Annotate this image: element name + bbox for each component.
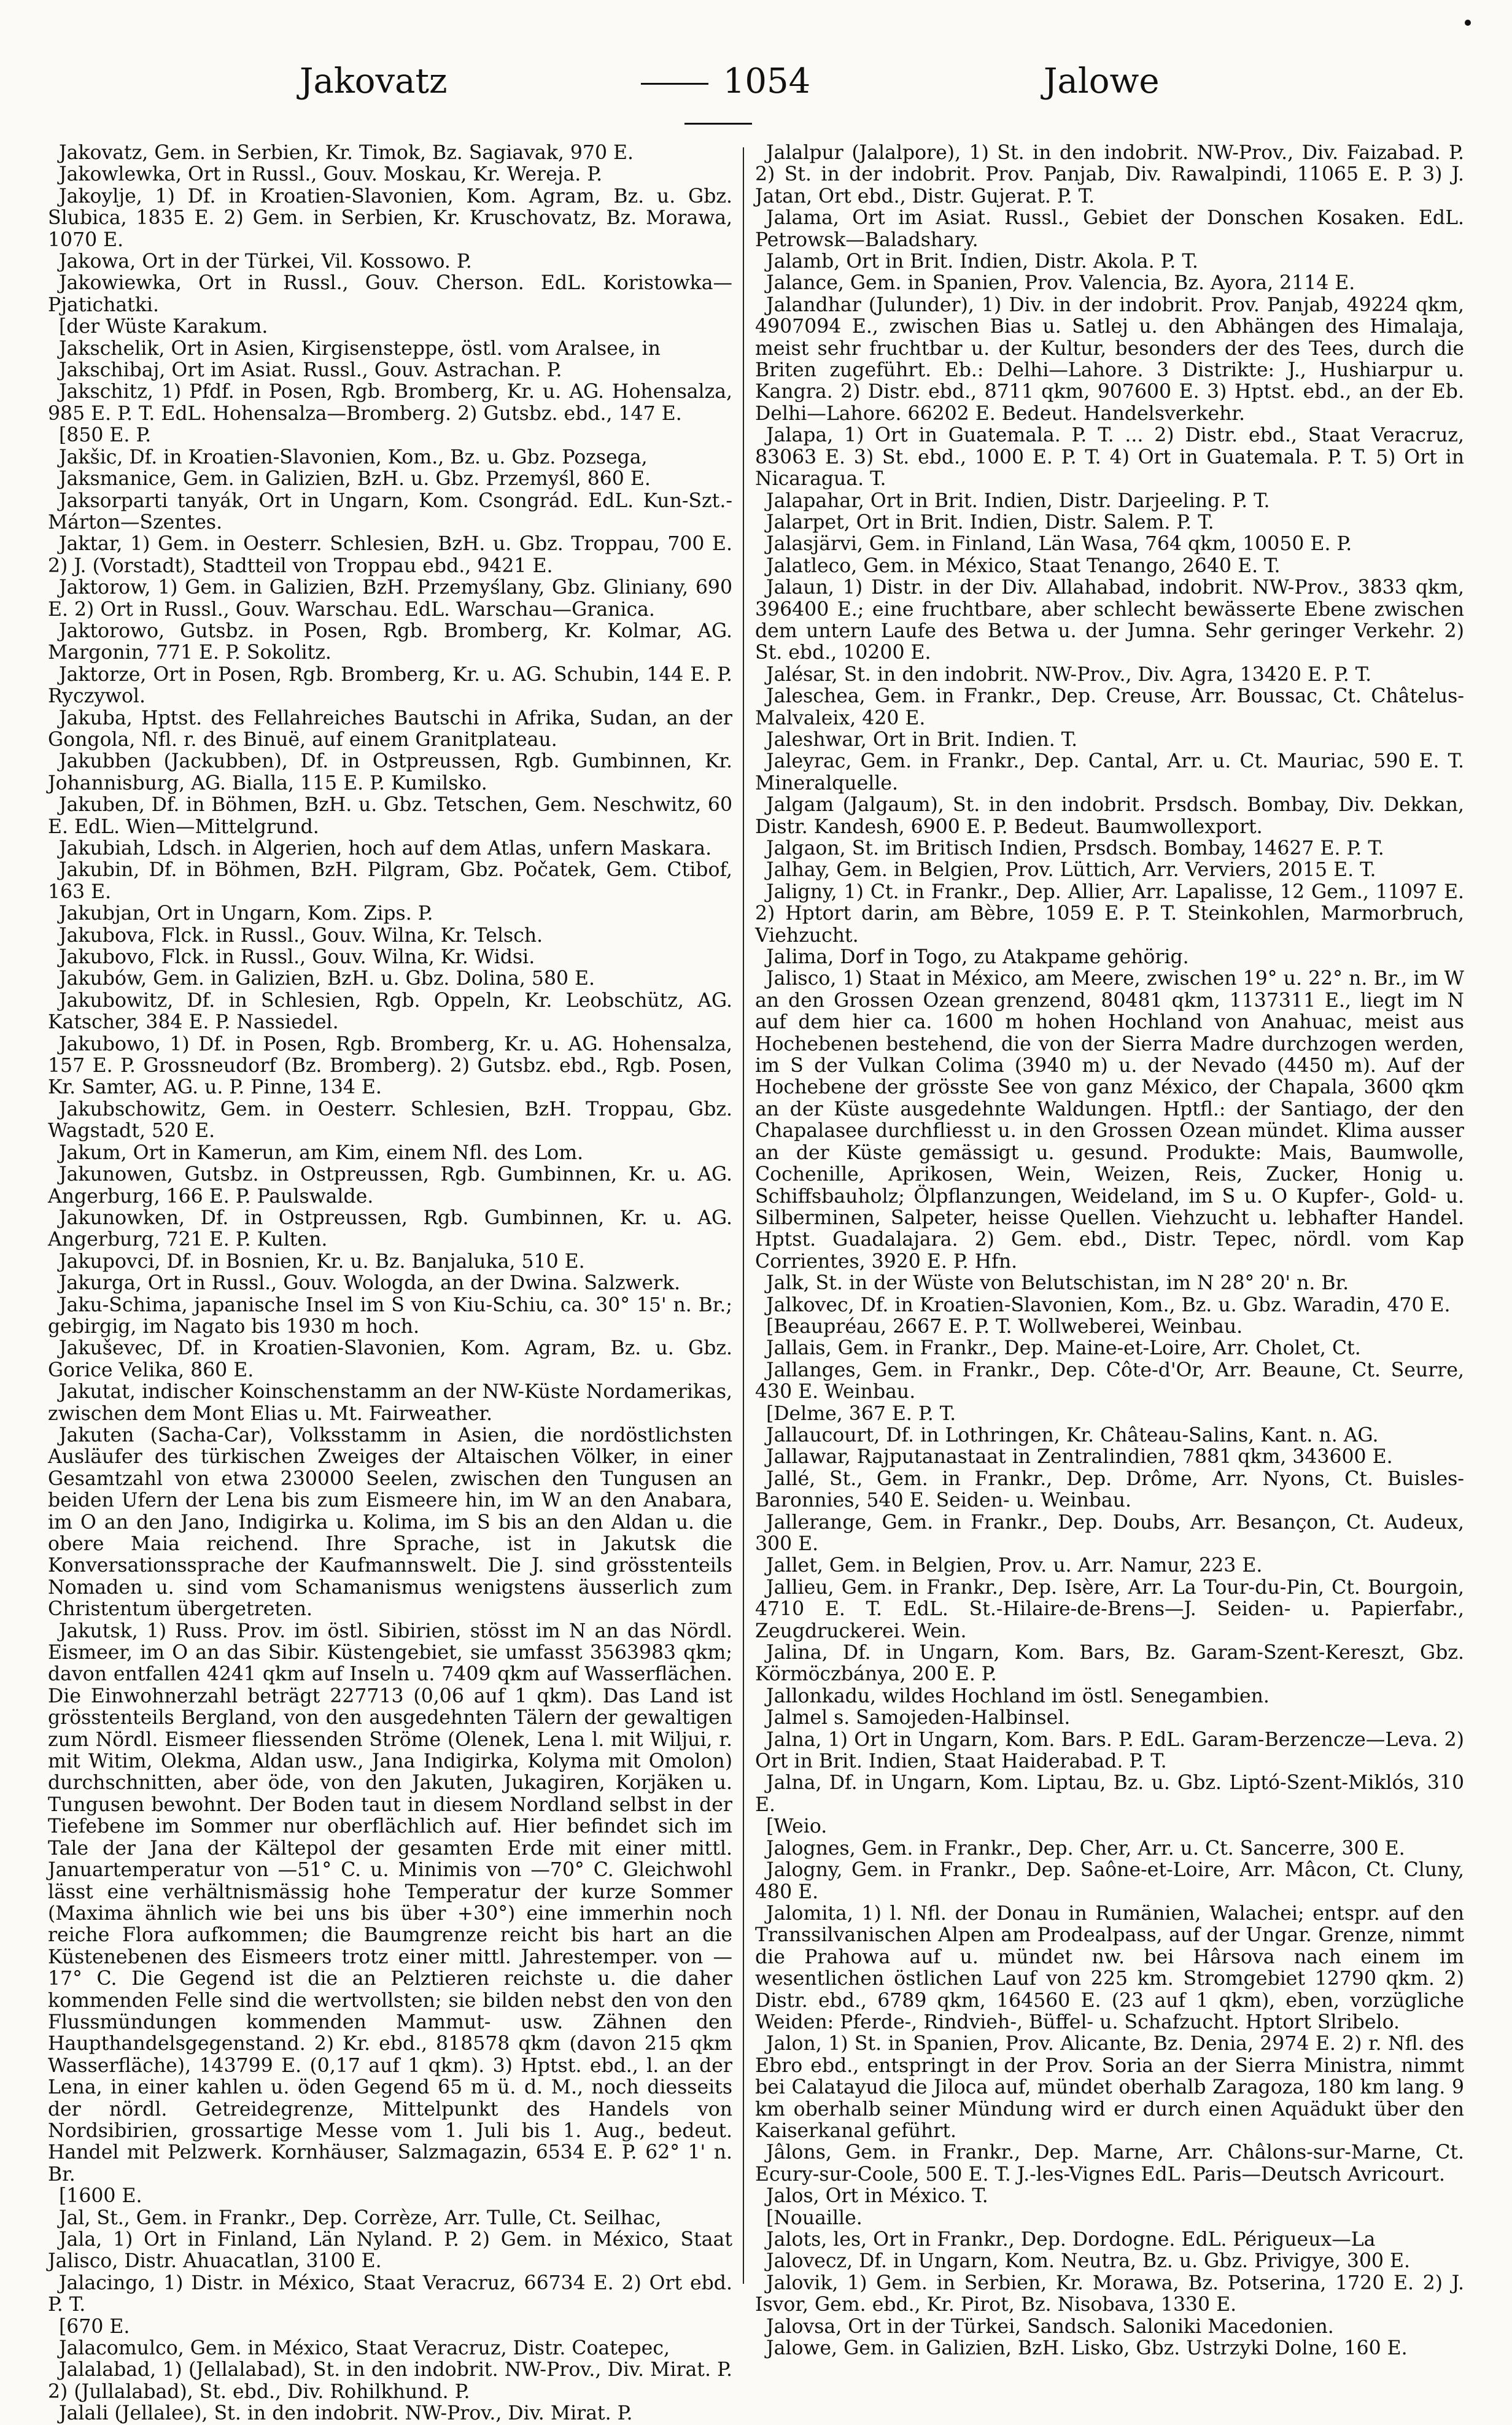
dictionary-entry: Jala, 1) Ort in Finland, Län Nyland. P. 2) Gem. in México, Staat Jalisco, Distr. Ahuacatlan, 3100 E. <box>48 2229 732 2273</box>
dictionary-entry: Jakubova, Flck. in Russl., Gouv. Wilna, Kr. Telsch. <box>59 924 543 947</box>
dictionary-entry: Jallais, Gem. in Frankr., Dep. Maine-et-Loire, Arr. Cholet, Ct. <box>766 1337 1361 1360</box>
dictionary-entry: Jakuten (Sacha-Car), Volksstamm in Asien, die nordöstlichsten Ausläufer des türkischen Zweiges der Altaischen Völker, in einer Gesamtzahl von etwa 230000 Seelen, zwischen den Tungusen an beiden Ufern der Lena bis zum Eismeere hin, im W an den Anabara, im O an den Jano, Indigirka u. Kolima, im S bis an den Aldan u. die obere Maia reichend. Ihre Sprache, ist in Jakutsk die Konversationssprache der Kaufmannswelt. Die J. sind grösstenteils Nomaden u. sind vom Schamanismus wenigstens äusserlich zum Christentum übergetreten. <box>48 1424 732 1621</box>
left-column <box>48 142 732 2425</box>
column-divider <box>743 147 744 2284</box>
dictionary-entry: [670 E. <box>59 2315 130 2338</box>
dictionary-entry: Jalna, 1) Ort in Ungarn, Kom. Bars. P. EdL. Garam-Berzencze—Leva. 2) Ort in Brit. Indien, Staat Haiderabad. P. T. <box>755 1728 1464 1773</box>
dictionary-entry: Jalovecz, Df. in Ungarn, Kom. Neutra, Bz. u. Gbz. Privigye, 300 E. <box>766 2250 1411 2273</box>
dictionary-entry: Jalkovec, Df. in Kroatien-Slavonien, Kom., Bz. u. Gbz. Waradin, 470 E. <box>766 1294 1451 1316</box>
dictionary-entry: Jalomita, 1) l. Nfl. der Donau in Rumänien, Walachei; entspr. auf den Transsilvanischen Alpen am Prodealpass, auf der Ungar. Grenze, nimmt die Prahowa auf u. mündet nw. bei Hârsova nach einem im wesentlichen östlichen Lauf von 225 km. Stromgebiet 12790 qkm. 2) Distr. ebd., 6789 qkm, 164560 E. (23 auf 1 qkm), eben, vorzügliche Weiden: Pferde-, Rindvieh-, Büffel- u. Schafzucht. Hptort Slribelo. <box>755 1902 1464 2033</box>
dictionary-entry: Jalon, 1) St. in Spanien, Prov. Alicante, Bz. Denia, 2974 E. 2) r. Nfl. des Ebro ebd., entspringt in der Prov. Soria an der Sierra Ministra, nimmt bei Calatayud die Jiloca auf, mündet oberhalb Zaragoza, 180 km lang. 9 km oberhalb seiner Mündung wird er durch einen Aquädukt über den Kaiserkanal geführt. <box>755 2033 1464 2142</box>
header-first-entry: Jakovatz <box>300 61 448 101</box>
dictionary-entry: Jalaun, 1) Distr. in der Div. Allahabad, indobrit. NW-Prov., 3833 qkm, 396400 E.; eine fruchtbare, aber schlecht bewässerte Ebene zwischen dem untern Laufe des Betwa u. der Jumna. Sehr geringer Verkehr. 2) St. ebd., 10200 E. <box>755 576 1464 664</box>
dictionary-entry: Jalarpet, Ort in Brit. Indien, Distr. Salem. P. T. <box>766 511 1214 534</box>
dictionary-entry: Jalacomulco, Gem. in México, Staat Veracruz, Distr. Coatepec, <box>59 2337 670 2360</box>
dictionary-entry: Jalama, Ort im Asiat. Russl., Gebiet der Donschen Kosaken. EdL. Petrowsk—Baladshary. <box>755 207 1464 251</box>
dictionary-entry: Jâlons, Gem. in Frankr., Dep. Marne, Arr. Châlons-sur-Marne, Ct. Ecury-sur-Coole, 500 E. T. J.-les-Vignes EdL. Paris—Deutsch Avricourt. <box>755 2141 1464 2186</box>
dictionary-entry: Jallanges, Gem. in Frankr., Dep. Côte-d'Or, Arr. Beaune, Ct. Seurre, 430 E. Weinbau. <box>755 1359 1464 1403</box>
dictionary-entry: [Nouaille. <box>766 2206 863 2229</box>
dictionary-entry: Jakubowo, 1) Df. in Posen, Rgb. Bromberg, Kr. u. AG. Hohensalza, 157 E. P. Grossneudorf (Bz. Bromberg). 2) Gutsbz. ebd., Rgb. Posen, Kr. Samter, AG. u. P. Pinne, 134 E. <box>48 1033 732 1099</box>
dictionary-entry: Jakowiewka, Ort in Russl., Gouv. Cherson. EdL. Koristowka—Pjatichatki. <box>48 272 732 316</box>
dictionary-entry: Jakubów, Gem. in Galizien, BzH. u. Gbz. Dolina, 580 E. <box>59 968 595 990</box>
dictionary-entry: Jalhay, Gem. in Belgien, Prov. Lüttich, Arr. Verviers, 2015 E. T. <box>766 859 1376 882</box>
dictionary-entry: Jalalabad, 1) (Jellalabad), St. in den indobrit. NW-Prov., Div. Mirat. P. 2) (Jullalabad), St. ebd., Div. Rohilkhund. P. <box>48 2359 732 2403</box>
dictionary-entry: Jakupovci, Df. in Bosnien, Kr. u. Bz. Banjaluka, 510 E. <box>59 1250 585 1273</box>
dictionary-entry: Jal, St., Gem. in Frankr., Dep. Corrèze, Arr. Tulle, Ct. Seilhac, <box>59 2206 662 2229</box>
dictionary-entry: Jalk, St. in der Wüste von Belutschistan, im N 28° 20' n. Br. <box>766 1272 1349 1295</box>
dictionary-entry: Jallet, Gem. in Belgien, Prov. u. Arr. Namur, 223 E. <box>766 1554 1263 1577</box>
dictionary-entry: Jalots, les, Ort in Frankr., Dep. Dordogne. EdL. Périgueux—La <box>766 2229 1376 2251</box>
dictionary-entry: Jalamb, Ort in Brit. Indien, Distr. Akola. P. T. <box>766 250 1198 273</box>
dictionary-entry: Jalandhar (Julunder), 1) Div. in der indobrit. Prov. Panjab, 49224 qkm, 4907094 E., zwischen Bias u. Satlej u. den Abhängen des Himalaja, meist sehr fruchtbar u. der Kultur, besonders der des Tees, durch die Briten zugeführt. Eb.: Delhi—Lahore. 3 Distrikte: J., Hushiarpur u. Kangra. 2) Distr. ebd., 8711 qkm, 907600 E. 3) Hptst. ebd., an der Eb. Delhi—Lahore. 66202 E. Bedeut. Handelsverkehr. <box>755 293 1464 425</box>
dictionary-entry: Jalmel s. Samojeden-Halbinsel. <box>766 1707 1071 1729</box>
dictionary-entry: Jalapa, 1) Ort in Guatemala. P. T. ... 2) Distr. ebd., Staat Veracruz, 83063 E. 3) St. ebd., 1000 E. P. T. 4) Ort in Guatemala. P. T. 5) Ort in Nicaragua. T. <box>755 424 1464 491</box>
dictionary-entry: Jaktorow, 1) Gem. in Galizien, BzH. Przemyślany, Gbz. Gliniany, 690 E. 2) Ort in Russl., Gouv. Warschau. EdL. Warschau—Granica. <box>48 576 732 621</box>
dictionary-entry: Jaleschea, Gem. in Frankr., Dep. Creuse, Arr. Boussac, Ct. Châtelus-Malvaleix, 420 E. <box>755 685 1464 729</box>
dictionary-entry: Jalowe, Gem. in Galizien, BzH. Lisko, Gbz. Ustrzyki Dolne, 160 E. <box>766 2337 1408 2360</box>
dictionary-entry: [850 E. P. <box>59 424 152 447</box>
dictionary-entry: Jakubovo, Flck. in Russl., Gouv. Wilna, Kr. Widsi. <box>59 946 535 969</box>
header-dash-right <box>684 123 752 125</box>
dictionary-entry: Jakovatz, Gem. in Serbien, Kr. Timok, Bz. Sagiavak, 970 E. <box>59 142 634 164</box>
dictionary-entry: Jalasjärvi, Gem. in Finland, Län Wasa, 764 qkm, 10050 E. P. <box>766 533 1352 556</box>
dictionary-entry: Jakschibaj, Ort im Asiat. Russl., Gouv. Astrachan. P. <box>59 359 562 382</box>
dictionary-entry: Jallawar, Rajputanastaat in Zentralindien, 7881 qkm, 343600 E. <box>766 1446 1393 1469</box>
dictionary-entry: Jalima, Dorf in Togo, zu Atakpame gehörig. <box>766 946 1189 969</box>
dictionary-entry: Jalos, Ort in México. T. <box>766 2185 988 2208</box>
dictionary-entry: Jaksmanice, Gem. in Galizien, BzH. u. Gbz. Przemyśl, 860 E. <box>59 468 651 491</box>
ink-speck-dot <box>1465 20 1471 26</box>
dictionary-entry: Jallonkadu, wildes Hochland im östl. Senegambien. <box>766 1685 1270 1707</box>
dictionary-entry: Jalina, Df. in Ungarn, Kom. Bars, Bz. Garam-Szent-Kereszt, Gbz. Körmöczbánya, 200 E. P. <box>755 1642 1464 1686</box>
dictionary-entry: Jakubin, Df. in Böhmen, BzH. Pilgram, Gbz. Počatek, Gem. Ctibof, 163 E. <box>48 859 732 903</box>
dictionary-entry: Jaksorparti tanyák, Ort in Ungarn, Kom. Csongrád. EdL. Kun-Szt.-Márton—Szentes. <box>48 489 732 534</box>
dictionary-entry: Jallieu, Gem. in Frankr., Dep. Isère, Arr. La Tour-du-Pin, Ct. Bourgoin, 4710 E. T. EdL. St.-Hilaire-de-Brens—J. Seiden- u. Papierfabr., Zeugdruckerei. Wein. <box>755 1576 1464 1642</box>
header-page-number-group <box>589 61 847 141</box>
dictionary-entry: [Beaupréau, 2667 E. P. T. Wollweberei, Weinbau. <box>766 1315 1243 1338</box>
dictionary-entry: Jalgam (Jalgaum), St. in den indobrit. Prsdsch. Bombay, Div. Dekkan, Distr. Kandesh, 6900 E. P. Bedeut. Baumwollexport. <box>755 794 1464 838</box>
dictionary-entry: Jakowlewka, Ort in Russl., Gouv. Moskau, Kr. Wereja. P. <box>59 163 603 186</box>
page-header <box>0 61 1512 129</box>
dictionary-entry: Jaktorze, Ort in Posen, Rgb. Bromberg, Kr. u. AG. Schubin, 144 E. P. Ryczywol. <box>48 663 732 708</box>
dictionary-entry: Jakschelik, Ort in Asien, Kirgisensteppe, östl. vom Aralsee, in <box>59 337 661 360</box>
dictionary-entry: Jallerange, Gem. in Frankr., Dep. Doubs, Arr. Besançon, Ct. Audeux, 300 E. <box>755 1511 1464 1555</box>
dictionary-entry: Jalalpur (Jalalpore), 1) St. in den indobrit. NW-Prov., Div. Faizabad. P. 2) St. in der indobrit. Prov. Panjab, Div. Rawalpindi, 11065 E. P. 3) J. Jatan, Ort ebd., Distr. Gujerat. P. T. <box>755 142 1464 208</box>
dictionary-entry: Jaku-Schima, japanische Insel im S von Kiu-Schiu, ca. 30° 15' n. Br.; gebirgig, im Nagato bis 1930 m hoch. <box>48 1294 732 1338</box>
dictionary-entry: Jalacingo, 1) Distr. in México, Staat Veracruz, 66734 E. 2) Ort ebd. P. T. <box>48 2272 732 2316</box>
dictionary-entry: Jakunowken, Df. in Ostpreussen, Rgb. Gumbinnen, Kr. u. AG. Angerburg, 721 E. P. Kulten. <box>48 1206 732 1251</box>
dictionary-entry: Jalance, Gem. in Spanien, Prov. Valencia, Bz. Ayora, 2114 E. <box>766 272 1355 295</box>
dictionary-entry: [der Wüste Karakum. <box>59 316 268 338</box>
dictionary-entry: Jaktar, 1) Gem. in Oesterr. Schlesien, BzH. u. Gbz. Troppau, 700 E. 2) J. (Vorstadt), Stadtteil von Troppau ebd., 9421 E. <box>48 533 732 577</box>
header-dash-left <box>641 83 708 85</box>
dictionary-entry: Jalapahar, Ort in Brit. Indien, Distr. Darjeeling. P. T. <box>766 489 1270 512</box>
dictionary-entry: Jalatleco, Gem. in México, Staat Tenango, 2640 E. T. <box>766 554 1281 577</box>
dictionary-entry: Jakubjan, Ort in Ungarn, Kom. Zips. P. <box>59 902 433 925</box>
dictionary-entry: Jakšic, Df. in Kroatien-Slavonien, Kom., Bz. u. Gbz. Pozsega, <box>59 446 648 468</box>
dictionary-entry: Jalognes, Gem. in Frankr., Dep. Cher, Arr. u. Ct. Sancerre, 300 E. <box>766 1837 1405 1860</box>
dictionary-entry: Jakuben, Df. in Böhmen, BzH. u. Gbz. Tetschen, Gem. Neschwitz, 60 E. EdL. Wien—Mittelgrund. <box>48 794 732 838</box>
dictionary-entry: Jakurga, Ort in Russl., Gouv. Wologda, an der Dwina. Salzwerk. <box>59 1272 681 1295</box>
dictionary-entry: Jalésar, St. in den indobrit. NW-Prov., Div. Agra, 13420 E. P. T. <box>766 663 1372 686</box>
right-column <box>755 142 1464 2360</box>
dictionary-entry: Jakowa, Ort in der Türkei, Vil. Kossowo. P. <box>59 250 472 273</box>
dictionary-entry: Jakschitz, 1) Pfdf. in Posen, Rgb. Bromberg, Kr. u. AG. Hohensalza, 985 E. P. T. EdL. Hohensalza—Bromberg. 2) Gutsbz. ebd., 147 E. <box>48 381 732 425</box>
dictionary-entry: Jakubben (Jackubben), Df. in Ostpreussen, Rgb. Gumbinnen, Kr. Johannisburg, AG. Bialla, 115 E. P. Kumilsko. <box>48 750 732 794</box>
dictionary-entry: Jakutsk, 1) Russ. Prov. im östl. Sibirien, stösst im N an das Nördl. Eismeer, im O an das Sibir. Küstengebiet, sie umfasst 3563983 qkm; davon entfallen 4241 qkm auf Inseln u. 7409 qkm auf Wasserflächen. Die Einwohnerzahl beträgt 227713 (0,06 auf 1 qkm). Das Land ist grösstenteils Bergland, von den ausgedehnten Tälern der gewaltigen zum Nördl. Eismeer fliessenden Ströme (Olenek, Lena l. mit Wiljui, r. mit Witim, Olekma, Aldan usw., Jana Indigirka, Kolyma mit Omolon) durchschnitten, aber öde, von den Jakuten, Jukagiren, Korjäken u. Tungusen bewohnt. Der Boden taut in diesem Nordland selbst in der Tiefebene im Sommer nur oberflächlich auf. Hier befindet sich im Tale der Jana der Kältepol der gesamten Erde mit einer mittl. Januartemperatur von —51° C. u. Minimis von —70° C. Gleichwohl lässt eine verhältnismässig hohe Temperatur der kurze Sommer (Maxima ähnlich wie bei uns bis über +30°) eine immerhin noch reiche Flora aufkommen; die Baumgrenze reicht bis hart an die Küstenebenen des Eismeers trotz einer mittl. Jahrestemper. von —17° C. Die Gegend ist die an Pelztieren reichste u. die daher kommenden Felle sind die wertvollsten; sie bilden nebst den von den Flussmündungen kommenden Mammut- usw. Zähnen den Haupthandelsgegenstand. 2) Kr. ebd., 818578 qkm (davon 215 qkm Wasserfläche), 143799 E. (0,17 auf 1 qkm). 3) Hptst. ebd., l. an der Lena, in einer kahlen u. öden Gegend 65 m ü. d. M., noch diesseits der nördl. Getreidegrenze, Mittelpunkt des Handels von Nordsibirien, grossartige Messe vom 1. Juli bis 1. Aug., bedeut. Handel mit Pelzwerk. Kornhäuser, Salzmagazin, 6534 E. P. 62° 1' n. Br. <box>48 1620 732 2186</box>
dictionary-entry: Jalisco, 1) Staat in México, am Meere, zwischen 19° u. 22° n. Br., im W an den Grossen Ozean grenzend, 80481 qkm, 1137311 E., liegt im N auf dem hier ca. 1600 m hohen Hochland von Anahuac, meist aus Hochebenen bestehend, die von der Sierra Madre durchzogen werden, im S der Vulkan Colima (3940 m) u. der Nevado (4450 m). Auf der Hochebene der grösste See von ganz México, der Chapala, 3600 qkm an der Küste ausgedehnte Waldungen. Hptfl.: der Santiago, der den Chapalasee durchfliesst u. in den Grossen Ozean mündet. Klima ausser an der Küste gemässigt u. gesund. Produkte: Mais, Baumwolle, Cochenille, Aprikosen, Wein, Weizen, Reis, Zucker, Honig u. Schiffsbauholz; Ölpflanzungen, Weideland, im S u. O Kupfer-, Gold- u. Silberminen, Salpeter, heisse Quellen. Viehzucht u. lebhafter Handel. Hptst. Guadalajara. 2) Gem. ebd., Distr. Tepec, nördl. vom Kap Corrientes, 3920 E. P. Hfn. <box>755 968 1464 1273</box>
dictionary-entry: Jaleyrac, Gem. in Frankr., Dep. Cantal, Arr. u. Ct. Mauriac, 590 E. T. Mineralquelle. <box>755 750 1464 794</box>
dictionary-entry: [Weio. <box>766 1815 828 1838</box>
dictionary-entry: Jakoylje, 1) Df. in Kroatien-Slavonien, Kom. Agram, Bz. u. Gbz. Slubica, 1835 E. 2) Gem. in Serbien, Kr. Kruschovatz, Bz. Morawa, 1070 E. <box>48 185 732 251</box>
dictionary-entry: Jaligny, 1) Ct. in Frankr., Dep. Allier, Arr. Lapalisse, 12 Gem., 11097 E. 2) Hptort darin, am Bèbre, 1059 E. P. T. Steinkohlen, Marmorbruch, Viehzucht. <box>755 880 1464 947</box>
dictionary-entry: Jalali (Jellalee), St. in den indobrit. NW-Prov., Div. Mirat. P. <box>59 2402 633 2425</box>
dictionary-entry: Jakuba, Hptst. des Fellahreiches Bautschi in Afrika, Sudan, an der Gongola, Nfl. r. des Binuë, auf einem Granitplateau. <box>48 707 732 751</box>
dictionary-entry: Jakutat, indischer Koinschenstamm an der NW-Küste Nordamerikas, zwischen dem Mont Elias u. Mt. Fairweather. <box>48 1381 732 1425</box>
page-number: 1054 <box>723 61 811 101</box>
dictionary-entry: Jalgaon, St. im Britisch Indien, Prsdsch. Bombay, 14627 E. P. T. <box>766 837 1384 859</box>
dictionary-entry: Jakuševec, Df. in Kroatien-Slavonien, Kom. Agram, Bz. u. Gbz. Gorice Velika, 860 E. <box>48 1337 732 1381</box>
dictionary-entry: Jakum, Ort in Kamerun, am Kim, einem Nfl. des Lom. <box>59 1141 584 1164</box>
dictionary-entry: Jakunowen, Gutsbz. in Ostpreussen, Rgb. Gumbinnen, Kr. u. AG. Angerburg, 166 E. P. Paulswalde. <box>48 1163 732 1208</box>
dictionary-entry: Jalovsa, Ort in der Türkei, Sandsch. Saloniki Macedonien. <box>766 2315 1334 2338</box>
dictionary-entry: Jallaucourt, Df. in Lothringen, Kr. Château-Salins, Kant. n. AG. <box>766 1424 1379 1446</box>
header-last-entry: Jalowe <box>1044 61 1160 101</box>
dictionary-entry: Jallé, St., Gem. in Frankr., Dep. Drôme, Arr. Nyons, Ct. Buisles-Baronnies, 540 E. Seiden- u. Weinbau. <box>755 1467 1464 1512</box>
dictionary-entry: Jakubschowitz, Gem. in Oesterr. Schlesien, BzH. Troppau, Gbz. Wagstadt, 520 E. <box>48 1098 732 1143</box>
dictionary-entry: [Delme, 367 E. P. T. <box>766 1402 956 1425</box>
dictionary-entry: Jalna, Df. in Ungarn, Kom. Liptau, Bz. u. Gbz. Liptó-Szent-Miklós, 310 E. <box>755 1772 1464 1816</box>
dictionary-entry: Jakubowitz, Df. in Schlesien, Rgb. Oppeln, Kr. Leobschütz, AG. Katscher, 384 E. P. Nassiedel. <box>48 989 732 1034</box>
dictionary-entry: [1600 E. <box>59 2185 142 2208</box>
dictionary-entry: Jalogny, Gem. in Frankr., Dep. Saône-et-Loire, Arr. Mâcon, Ct. Cluny, 480 E. <box>755 1859 1464 1903</box>
dictionary-entry: Jalovik, 1) Gem. in Serbien, Kr. Morawa, Bz. Potserina, 1720 E. 2) J. Isvor, Gem. ebd., Kr. Pirot, Bz. Nisobava, 1330 E. <box>755 2272 1464 2316</box>
dictionary-entry: Jaleshwar, Ort in Brit. Indien. T. <box>766 728 1078 751</box>
dictionary-entry: Jaktorowo, Gutsbz. in Posen, Rgb. Bromberg, Kr. Kolmar, AG. Margonin, 771 E. P. Sokolitz. <box>48 619 732 664</box>
dictionary-entry: Jakubiah, Ldsch. in Algerien, hoch auf dem Atlas, unfern Maskara. <box>59 837 712 859</box>
